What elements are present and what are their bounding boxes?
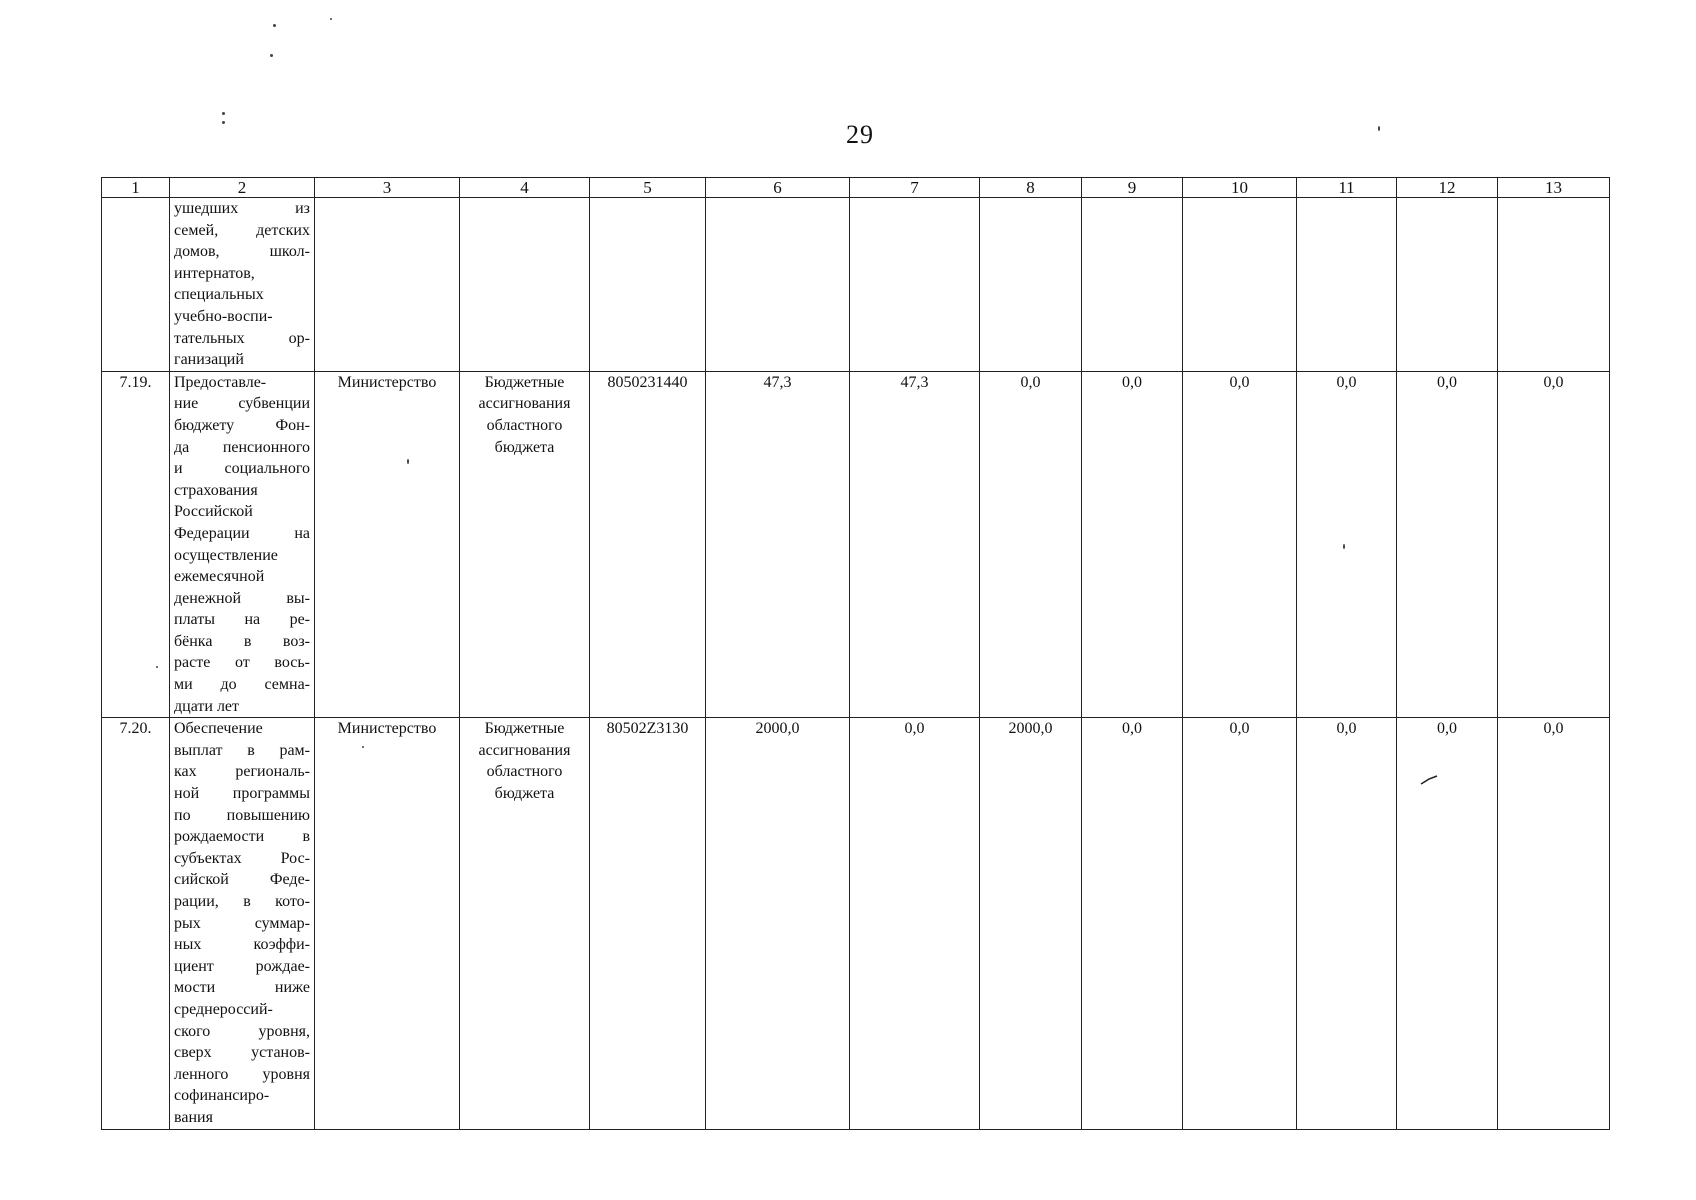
item-name-line: Предоставле- (174, 373, 267, 391)
amount-cell: 47,3 (706, 371, 850, 718)
item-name-line: платы на ре- (174, 611, 310, 629)
scan-speck (330, 18, 332, 20)
item-name-line: тательных ор- (174, 329, 310, 347)
item-number-cell: 7.19. (102, 371, 170, 718)
amount-cell: 0,0 (1498, 718, 1610, 1129)
amount-cell (1397, 198, 1498, 372)
item-name-line: ках региональ- (174, 763, 310, 781)
item-number-cell: 7.20. (102, 718, 170, 1129)
amount-cell: 0,0 (1297, 371, 1397, 718)
amount-cell (1082, 198, 1183, 372)
item-name-line: рации, в кото- (174, 893, 310, 910)
amount-cell: 0,0 (1397, 718, 1498, 1129)
scan-speck (222, 112, 225, 115)
amount-cell: 0,0 (980, 371, 1082, 718)
column-number-row (102, 178, 1610, 198)
item-number-cell (102, 198, 170, 372)
item-name-line: по повышению (174, 806, 310, 824)
item-name-line: и социального (174, 460, 310, 478)
item-name-line: ского уровня, (174, 1022, 310, 1040)
item-name-line: ных коэффи- (174, 936, 310, 954)
header-cell: 5 (590, 178, 706, 198)
amount-cell: 0,0 (1397, 371, 1498, 718)
item-name-line: бёнка в воз- (174, 632, 310, 650)
header-cell: 10 (1183, 178, 1297, 198)
budget-table (101, 177, 1610, 1130)
item-name-line: среднероссий- (174, 1000, 273, 1018)
header-cell: 7 (850, 178, 980, 198)
scan-speck (270, 54, 273, 57)
item-name-line: выплат в рам- (174, 741, 310, 759)
funding-source-line: Бюджетные (484, 720, 565, 738)
amount-cell (1183, 198, 1297, 372)
item-name-line: ной программы (174, 785, 310, 803)
scan-speck (1378, 126, 1380, 131)
funding-source-line: бюджета (494, 438, 555, 456)
item-name-line: рождаемости в (174, 828, 310, 846)
item-name-line: осуществление (174, 546, 278, 564)
item-name-cell (170, 198, 315, 372)
funding-source-cell (460, 718, 590, 1129)
item-name-line: ушедших из (174, 200, 310, 217)
item-name-line: ганизаций (174, 351, 244, 369)
executor-cell: Министерство (315, 718, 460, 1129)
budget-code-cell: 80502Z3130 (590, 718, 706, 1129)
budget-code-cell (590, 198, 706, 372)
item-name-line: семей, детских (174, 221, 310, 239)
table-row (102, 718, 1610, 1129)
funding-source-line: ассигнования (478, 395, 571, 413)
executor-cell: Министерство (315, 371, 460, 718)
amount-cell: 2000,0 (980, 718, 1082, 1129)
item-name-line: домов, школ- (174, 243, 310, 261)
table-row (102, 198, 1610, 372)
funding-source-cell (460, 198, 590, 372)
scan-speck (222, 121, 225, 124)
funding-source-line: областного (486, 416, 563, 434)
item-name-line: ние субвенции (174, 395, 310, 413)
item-name-line: денежной вы- (174, 589, 310, 607)
item-name-line: бюджету Фон- (174, 416, 310, 434)
funding-source-line: областного (486, 763, 563, 781)
item-name-line: субъектах Рос- (174, 849, 310, 867)
amount-cell: 0,0 (1183, 371, 1297, 718)
item-name-line: вания (174, 1108, 213, 1126)
item-name-line: ми до семна- (174, 676, 310, 694)
table-row (102, 371, 1610, 718)
amount-cell: 0,0 (850, 718, 980, 1129)
funding-source-cell (460, 371, 590, 718)
budget-code-cell: 8050231440 (590, 371, 706, 718)
item-name-line: ежемесячной (174, 568, 265, 586)
amount-cell: 0,0 (1498, 371, 1610, 718)
header-cell: 1 (102, 178, 170, 198)
item-name-line: специальных (174, 286, 264, 304)
item-name-line: сийской Феде- (174, 871, 310, 889)
amount-cell (1297, 198, 1397, 372)
item-name-line: мости ниже (174, 979, 310, 997)
item-name-line: рых суммар- (174, 914, 310, 932)
header-cell: 12 (1397, 178, 1498, 198)
amount-cell: 0,0 (1297, 718, 1397, 1129)
item-name-line: Российской (174, 503, 253, 521)
page-number: 29 (846, 120, 874, 149)
header-cell: 4 (460, 178, 590, 198)
funding-source-line: ассигнования (478, 741, 571, 759)
item-name-line: циент рождае- (174, 957, 310, 975)
amount-cell (706, 198, 850, 372)
header-cell: 13 (1498, 178, 1610, 198)
item-name-line: учебно-воспи- (174, 307, 273, 325)
item-name-line: интернатов, (174, 264, 255, 282)
item-name-line: Федерации на (174, 524, 310, 542)
amount-cell: 2000,0 (706, 718, 850, 1129)
amount-cell (1498, 198, 1610, 372)
scan-speck (273, 24, 276, 27)
amount-cell: 0,0 (1082, 371, 1183, 718)
amount-cell (850, 198, 980, 372)
item-name-line: Обеспечение (174, 720, 263, 738)
item-name-line: да пенсионного (174, 438, 310, 456)
header-cell: 8 (980, 178, 1082, 198)
amount-cell: 47,3 (850, 371, 980, 718)
item-name-line: ленного уровня (174, 1065, 310, 1083)
header-cell: 3 (315, 178, 460, 198)
amount-cell: 0,0 (1082, 718, 1183, 1129)
item-name-line: дцати лет (174, 697, 240, 715)
header-cell: 11 (1297, 178, 1397, 198)
item-name-line: расте от вось- (174, 654, 310, 672)
item-name-line: софинансиро- (174, 1087, 270, 1105)
item-name-line: сверх установ- (174, 1044, 310, 1062)
header-cell: 6 (706, 178, 850, 198)
header-cell: 9 (1082, 178, 1183, 198)
header-cell: 2 (170, 178, 315, 198)
executor-cell (315, 198, 460, 372)
funding-source-line: Бюджетные (484, 373, 565, 391)
item-name-line: страхования (174, 481, 258, 499)
funding-source-line: бюджета (494, 785, 555, 803)
item-name-cell (170, 718, 315, 1129)
amount-cell (980, 198, 1082, 372)
amount-cell: 0,0 (1183, 718, 1297, 1129)
item-name-cell (170, 371, 315, 718)
